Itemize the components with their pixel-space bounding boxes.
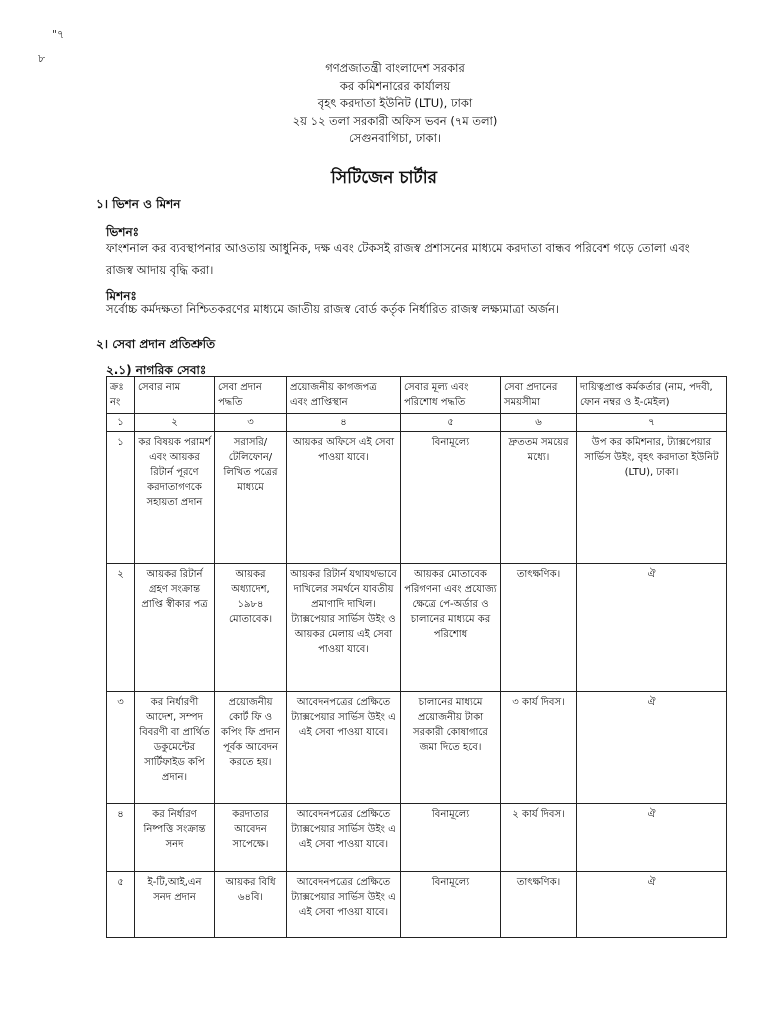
table-cell: চালানের মাধ্যমে প্রয়োজনীয় টাকা সরকারী কোষাগারে জমা দিতে হবে। — [401, 692, 501, 804]
table-cell: আয়কর বিধি ৬৪বি। — [215, 872, 287, 938]
table-cell: আবেদনপত্রের প্রেক্ষিতে ট্যাক্সপেয়ার সার্ভিস উইং এ এই সেবা পাওয়া যাবে। — [287, 804, 401, 872]
mission-label: মিশনঃ — [106, 289, 137, 303]
table-cell: ২ — [107, 564, 135, 692]
table-cell: আবেদনপত্রের প্রেক্ষিতে ট্যাক্সপেয়ার সার্ভিস উইং এ এই সেবা পাওয়া যাবে। — [287, 872, 401, 938]
header-line: কর কমিশনারের কার্যালয় — [339, 78, 451, 93]
vision-text: ফাংশনাল কর ব্যবস্থাপনার আওতায় আধুনিক, দক্ষ এবং টেকসই রাজস্ব প্রশাসনের মাধ্যমে করদাতা বান্ধব পরিবেশ গড়ে তোলা এবং রাজস্ব আদায় বৃদ্ধি করা। — [106, 241, 690, 277]
table-header-row — [107, 377, 727, 414]
table-cell: প্রয়োজনীয় কোর্ট ফি ও কপিং ফি প্রদান পূর্বক আবেদন করতে হয়। — [215, 692, 287, 804]
column-header: সেবার মূল্য এবং পরিশোধ পদ্ধতি — [401, 377, 501, 414]
table-cell: ঐ — [577, 872, 727, 938]
column-number: ৭ — [577, 414, 727, 432]
table-cell: আবেদনপত্রের প্রেক্ষিতে ট্যাক্সপেয়ার সার্ভিস উইং এ এই সেবা পাওয়া যাবে। — [287, 692, 401, 804]
table-row — [107, 564, 727, 692]
vision-label: ভিশনঃ — [106, 225, 140, 239]
table-cell: তাৎক্ষণিক। — [501, 564, 577, 692]
table-cell: ৩ — [107, 692, 135, 804]
table-cell: আয়কর অধ্যাদেশ, ১৯৮৪ মোতাবেক। — [215, 564, 287, 692]
scan-mark-left: ৮ — [38, 52, 46, 65]
table-cell: ঐ — [577, 804, 727, 872]
column-header: ক্রঃ নং — [107, 377, 135, 414]
table-row — [107, 804, 727, 872]
table-cell: ঐ — [577, 692, 727, 804]
table-row — [107, 872, 727, 938]
table-cell: বিনামূল্যে — [401, 804, 501, 872]
table-cell: কর নির্ধারণী আদেশ, সম্পদ বিবরণী বা প্রার্থিত ডকুমেন্টের সার্টিফাইড কপি প্রদান। — [135, 692, 215, 804]
column-header: সেবার নাম — [135, 377, 215, 414]
citizen-service-subheading: ২.১) নাগরিক সেবাঃ — [106, 363, 207, 377]
scan-mark-top: "৭ — [52, 28, 65, 41]
table-cell: ঐ — [577, 564, 727, 692]
header-line: সেগুনবাগিচা, ঢাকা। — [348, 131, 442, 145]
column-header: সেবা প্রদানের সময়সীমা — [501, 377, 577, 414]
header-line: গণপ্রজাতন্ত্রী বাংলাদেশ সরকার — [325, 61, 465, 75]
table-row — [107, 692, 727, 804]
column-number: ৬ — [501, 414, 577, 432]
column-number: ৪ — [287, 414, 401, 432]
header-line: বৃহৎ করদাতা ইউনিট (LTU), ঢাকা — [317, 96, 473, 110]
table-cell: করদাতার আবেদন সাপেক্ষে। — [215, 804, 287, 872]
table-cell: বিনামূল্যে — [401, 872, 501, 938]
table-cell: ই-টি,আই,এন সনদ প্রদান — [135, 872, 215, 938]
table-cell: কর নির্ধারণ নিষ্পত্তি সংক্রান্ত সনদ — [135, 804, 215, 872]
section-heading-vision-mission: ১। ভিশন ও মিশন — [96, 197, 181, 211]
column-number: ২ — [135, 414, 215, 432]
table-cell: ২ কার্য দিবস। — [501, 804, 577, 872]
table-cell: সরাসরি/ টেলিফোন/ লিখিত পত্রের মাধ্যমে — [215, 432, 287, 564]
mission-text: সর্বোচ্চ কর্মদক্ষতা নিশ্চিতকরণের মাধ্যমে জাতীয় রাজস্ব বোর্ড কর্তৃক নির্ধারিত রাজস্ব লক্ষ্যমাত্রা অর্জন। — [106, 302, 560, 316]
column-number: ৫ — [401, 414, 501, 432]
table-cell: ৪ — [107, 804, 135, 872]
table-cell: আয়কর মোতাবেক পরিগণনা এবং প্রযোজ্য ক্ষেত্রে পে-অর্ডার ও চালানের মাধ্যমে কর পরিশোধ — [401, 564, 501, 692]
table-cell: কর বিষয়ক পরামর্শ এবং আয়কর রিটার্ন পূরণে করদাতাগণকে সহায়তা প্রদান — [135, 432, 215, 564]
header-line: ২য় ১২ তলা সরকারী অফিস ভবন (৭ম তলা) — [292, 113, 498, 128]
table-cell: ১ — [107, 432, 135, 564]
service-table — [106, 376, 727, 938]
table-row — [107, 432, 727, 564]
table-cell: তাৎক্ষণিক। — [501, 872, 577, 938]
column-header: প্রয়োজনীয় কাগজপত্র এবং প্রাপ্তিস্থান — [287, 377, 401, 414]
section-heading-service-commitment: ২। সেবা প্রদান প্রতিশ্রুতি — [96, 337, 216, 351]
table-cell: বিনামূল্যে — [401, 432, 501, 564]
column-number-row — [107, 414, 727, 432]
table-cell: আয়কর অফিসে এই সেবা পাওয়া যাবে। — [287, 432, 401, 564]
table-cell: ৫ — [107, 872, 135, 938]
table-cell: উপ কর কমিশনার, ট্যাক্সপেয়ার সার্ভিস উইং, বৃহৎ করদাতা ইউনিট (LTU), ঢাকা। — [577, 432, 727, 564]
table-cell: ৩ কার্য দিবস। — [501, 692, 577, 804]
office-header — [230, 60, 560, 148]
table-cell: আয়কর রিটার্ন গ্রহণ সংক্রান্ত প্রাপ্তি স্বীকার পত্র — [135, 564, 215, 692]
column-header: দায়িত্বপ্রাপ্ত কর্মকর্তার (নাম, পদবী, ফোন নম্বর ও ই-মেইল) — [577, 377, 727, 414]
table-cell: দ্রুততম সময়ের মধ্যে। — [501, 432, 577, 564]
column-number: ৩ — [215, 414, 287, 432]
column-number: ১ — [107, 414, 135, 432]
table-cell: আয়কর রিটার্ন যথাযথভাবে দাখিলের সমর্থনে যাবতীয় প্রমাণাদি দাখিল। ট্যাক্সপেয়ার সার্ভিস উইং ও আয়কর মেলায় এই সেবা পাওয়া যাবে। — [287, 564, 401, 692]
page-title: সিটিজেন চার্টার — [331, 168, 437, 188]
column-header: সেবা প্রদান পদ্ধতি — [215, 377, 287, 414]
